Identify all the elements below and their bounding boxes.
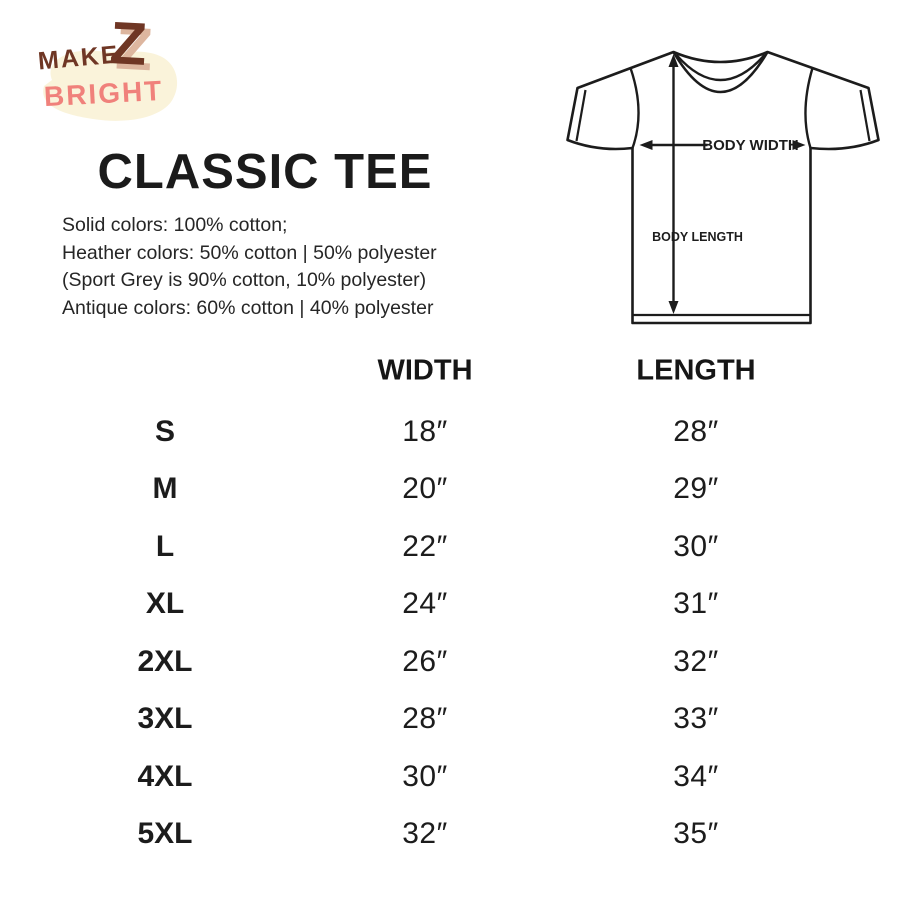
width-value: 28″ — [402, 702, 448, 736]
size-label: L — [155, 529, 175, 563]
page-title: CLASSIC TEE — [97, 145, 433, 199]
column-header-length: LENGTH — [636, 354, 756, 387]
body-length-label: BODY LENGTH — [652, 230, 743, 244]
length-value: 31″ — [673, 587, 719, 621]
size-label: 3XL — [137, 702, 193, 736]
size-chart-table — [0, 345, 900, 863]
table-row-5xl — [0, 806, 900, 864]
table-row-2xl — [0, 633, 900, 691]
length-value: 33″ — [673, 702, 719, 736]
size-label: M — [152, 472, 178, 506]
column-header-width: WIDTH — [377, 354, 473, 387]
length-value: 28″ — [673, 414, 719, 448]
width-value: 30″ — [402, 759, 448, 793]
size-label: S — [154, 414, 175, 448]
size-label: 5XL — [137, 817, 193, 851]
length-value: 30″ — [673, 529, 719, 563]
brand-word-bright: BRIGHT — [43, 74, 165, 113]
table-row-l — [0, 518, 900, 576]
body-width-label: BODY WIDTH — [702, 137, 799, 154]
length-value: 34″ — [673, 759, 719, 793]
table-row-3xl — [0, 691, 900, 749]
description-line: Antique colors: 60% cotton | 40% polyester — [62, 296, 434, 319]
width-value: 32″ — [402, 817, 448, 851]
width-value: 26″ — [402, 644, 448, 678]
table-row-s — [0, 403, 900, 461]
size-label: XL — [145, 587, 185, 621]
length-value: 29″ — [673, 472, 719, 506]
length-value: 35″ — [673, 817, 719, 851]
fabric-description — [62, 212, 437, 322]
tshirt-measurement-diagram — [548, 10, 898, 345]
brand-logo — [22, 9, 252, 138]
width-value: 20″ — [402, 472, 448, 506]
description-line: (Sport Grey is 90% cotton, 10% polyester) — [62, 269, 427, 291]
description-line: Solid colors: 100% cotton; — [62, 214, 288, 236]
table-row-4xl — [0, 748, 900, 806]
width-value: 18″ — [402, 414, 448, 448]
size-label: 4XL — [137, 759, 193, 793]
table-row-m — [0, 461, 900, 519]
size-label: 2XL — [137, 644, 193, 678]
table-header-row — [0, 345, 900, 397]
width-value: 22″ — [402, 529, 448, 563]
brand-word-make: MAKE — [36, 40, 121, 76]
width-value: 24″ — [402, 587, 448, 621]
length-value: 32″ — [673, 644, 719, 678]
brand-letter-z: Z — [108, 9, 149, 78]
table-row-xl — [0, 576, 900, 634]
description-line: Heather colors: 50% cotton | 50% polyester — [62, 241, 437, 264]
